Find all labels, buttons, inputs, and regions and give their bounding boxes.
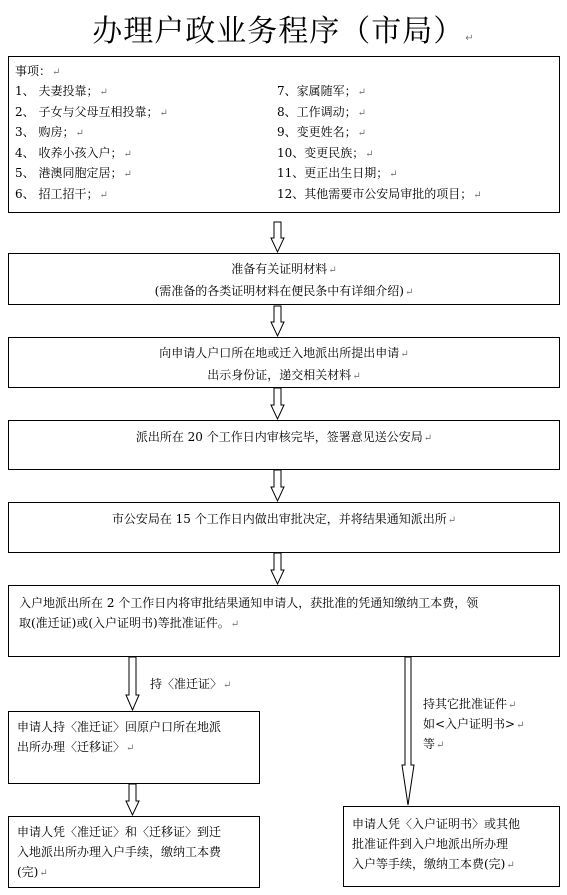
item-3: 3、 购房；↵: [15, 125, 84, 139]
left-get-migration-cert: 申请人持〈准迁证〉回原户口所在地派 出所办理〈迁移证〉↵: [8, 711, 260, 784]
item-11: 11、更正出生日期；↵: [277, 166, 398, 180]
item-6: 6、 招工招干；↵: [15, 186, 108, 201]
items-right-column: [277, 81, 482, 204]
item-2: 2、 子女与父母互相投靠；↵: [15, 104, 168, 119]
step4-text: 市公安局在 15 个工作日内做出审批决定，并将结果通知派出所: [111, 512, 447, 526]
arrow-step3-to-step4: [271, 470, 284, 501]
items-box: [8, 56, 560, 213]
step-station-review: 派出所在 20 个工作日内审核完毕，签署意见送公安局↵: [8, 420, 560, 470]
arrow-step4-to-step5: [271, 553, 284, 584]
left1-line2: 出所办理〈迁移证〉: [17, 740, 126, 754]
items-left-column: [15, 81, 168, 204]
branch-right-label: 持其它批准证件↵ 如<入户证明书>↵ 等↵: [423, 697, 525, 751]
step5-line1: 入户地派出所在 2 个工作日内将审批结果通知申请人，获批准的凭通知缴纳工本费，领: [19, 596, 479, 610]
right-final-line1: 申请人凭〈入户证明书〉或其他: [352, 817, 521, 831]
step2-line2: 出示身份证，递交相关材料: [207, 368, 352, 382]
left-complete-registration: 申请人凭〈准迁证〉和〈迁移证〉到迁 入地派出所办理入户手续，缴纳工本费 (完)↵: [8, 816, 260, 888]
item-7: 7、家属随军；↵: [277, 84, 367, 98]
step-prepare-materials: 准备有关证明材料↵ (需准备的各类证明材料在便民条中有详细介绍)↵: [8, 253, 560, 305]
left2-line2: 入地派出所办理入户手续，缴纳工本费: [17, 845, 222, 859]
right-complete-registration: 申请人凭〈入户证明书〉或其他 批准证件到入户地派出所办理 入户等手续，缴纳工本费(完)↵: [343, 806, 560, 887]
arrow-step1-to-step2: [271, 306, 284, 336]
right-final-line2: 批准证件到入户地派出所办理: [352, 837, 509, 851]
item-4: 4、 收养小孩入户；↵: [15, 145, 132, 160]
step2-line1: 向申请人户口所在地或迁入地派出所提出申请: [159, 346, 400, 360]
step1-line2: (需准备的各类证明材料在便民条中有详细介绍): [154, 284, 404, 298]
right-final-line3: 入户等手续，缴纳工本费(完): [352, 857, 506, 871]
item-5: 5、 港澳同胞定居；↵: [15, 166, 132, 180]
arrow-items-to-step1: [271, 222, 284, 252]
arrow-step2-to-step3: [271, 388, 284, 419]
left1-line1: 申请人持〈准迁证〉回原户口所在地派: [17, 720, 222, 734]
step-bureau-approval: 市公安局在 15 个工作日内做出审批决定，并将结果通知派出所↵: [8, 502, 560, 553]
arrow-step5-to-left1: [126, 657, 139, 710]
item-10: 10、变更民族；↵: [277, 145, 374, 160]
step3-text: 派出所在 20 个工作日内审核完毕，签署意见送公安局: [135, 430, 423, 444]
left2-line1: 申请人凭〈准迁证〉和〈迁移证〉到迁: [17, 825, 222, 839]
item-12: 12、其他需要市公安局审批的项目；↵: [277, 186, 482, 201]
item-1: 1、 夫妻投靠；↵: [15, 84, 108, 98]
items-header: 事项：↵: [15, 64, 61, 78]
step-notify-applicant: 入户地派出所在 2 个工作日内将审批结果通知申请人，获批准的凭通知缴纳工本费，领 取(准迁证)或(入户证明书)等批准证件。↵: [8, 585, 560, 657]
item-8: 8、工作调动；↵: [277, 104, 367, 119]
arrow-step5-to-right-final: [402, 657, 414, 805]
step5-line2: 取(准迁证)或(入户证明书)等批准证件。: [19, 616, 230, 630]
left2-line3: (完): [17, 865, 39, 879]
branch-left-label: 持〈准迁证〉↵: [150, 677, 232, 691]
step1-line1: 准备有关证明材料: [231, 262, 328, 276]
title-text: 办理户政业务程序（市局）: [92, 14, 465, 49]
page-title: 办理户政业务程序（市局）↵: [92, 14, 475, 49]
step-submit-application: 向申请人户口所在地或迁入地派出所提出申请↵ 出示身份证，递交相关材料↵: [8, 337, 560, 388]
arrow-left1-to-left2: [126, 784, 139, 815]
item-9: 9、变更姓名；↵: [277, 125, 367, 139]
